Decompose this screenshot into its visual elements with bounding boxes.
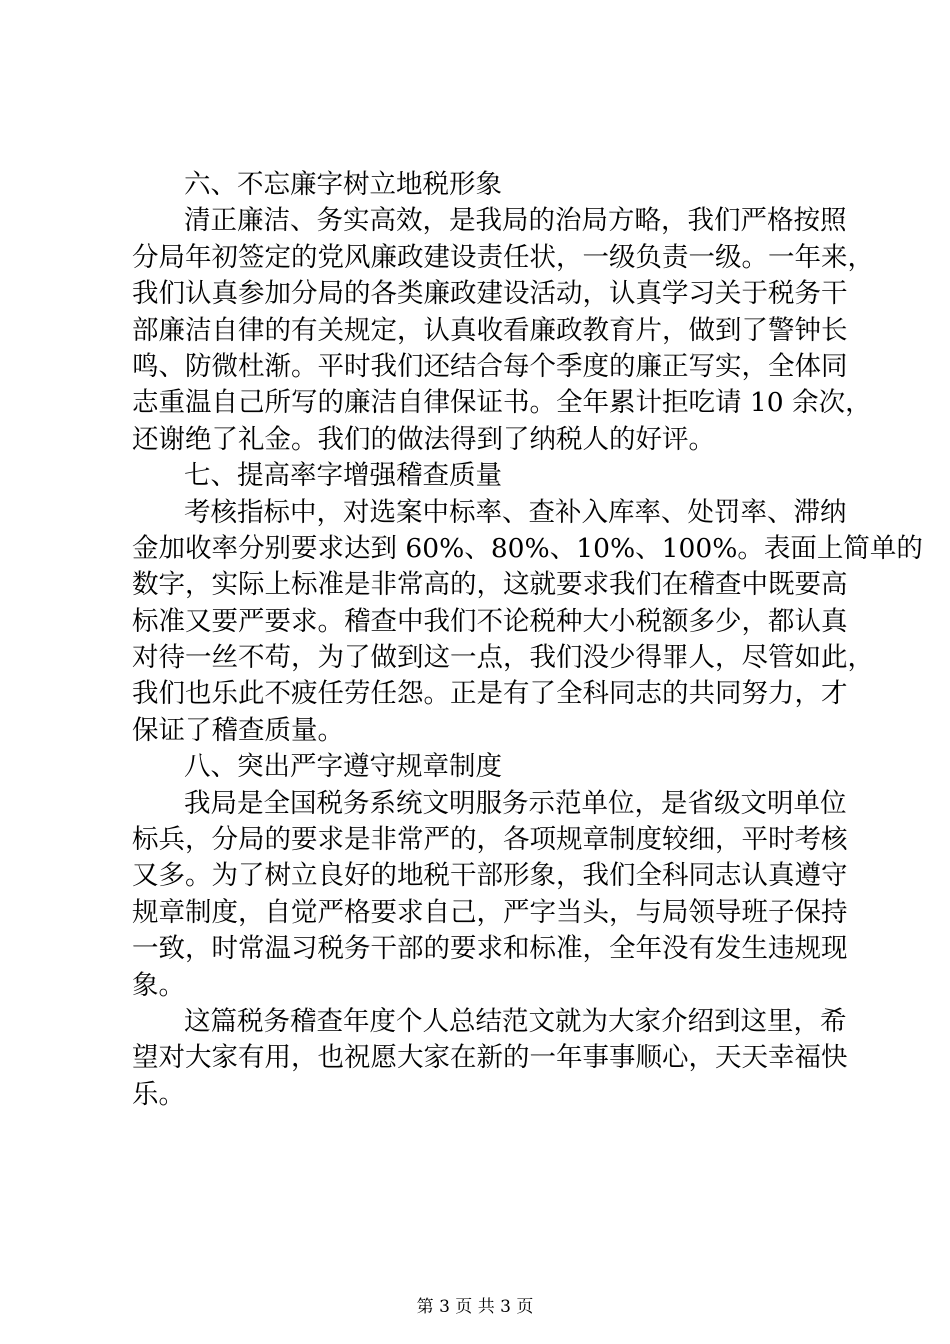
paragraph-line: 我们也乐此不疲任劳任怨。正是有了全科同志的共同努力，才: [132, 678, 848, 710]
page-number-footer: 第 3 页 共 3 页: [416, 1297, 534, 1317]
paragraph-line: 考核指标中，对选案中标率、查补入库率、处罚率、滞纳: [184, 496, 847, 528]
closing-line: 望对大家有用，也祝愿大家在新的一年事事顺心，天天幸福快: [132, 1042, 848, 1074]
paragraph-line: 一致，时常温习税务干部的要求和标准，全年没有发生违规现: [132, 933, 848, 965]
section-heading: 七、提高率字增强稽查质量: [184, 460, 502, 492]
closing-line: 乐。: [132, 1078, 185, 1110]
paragraph-line: 金加收率分别要求达到 60%、80%、10%、100%。表面上简单的: [132, 532, 923, 564]
paragraph-line: 又多。为了树立良好的地税干部形象，我们全科同志认真遵守: [132, 860, 848, 892]
paragraph-line: 我们认真参加分局的各类廉政建设活动，认真学习关于税务干: [132, 278, 848, 310]
closing-line: 这篇税务稽查年度个人总结范文就为大家介绍到这里，希: [184, 1005, 847, 1037]
paragraph-line: 对待一丝不苟，为了做到这一点，我们没少得罪人，尽管如此，: [132, 642, 874, 674]
paragraph-line: 我局是全国税务系统文明服务示范单位，是省级文明单位: [184, 787, 847, 819]
paragraph-line: 分局年初签定的党风廉政建设责任状，一级负责一级。一年来，: [132, 241, 874, 273]
paragraph-line: 象。: [132, 969, 185, 1001]
paragraph-line: 清正廉洁、务实高效，是我局的治局方略，我们严格按照: [184, 205, 847, 237]
paragraph-line: 部廉洁自律的有关规定，认真收看廉政教育片，做到了警钟长: [132, 314, 848, 346]
paragraph-line: 标兵，分局的要求是非常严的，各项规章制度较细，平时考核: [132, 824, 848, 856]
paragraph-line: 还谢绝了礼金。我们的做法得到了纳税人的好评。: [132, 423, 715, 455]
paragraph-line: 数字，实际上标准是非常高的，这就要求我们在稽查中既要高: [132, 569, 848, 601]
document-body: [132, 167, 923, 1113]
paragraph-line: 志重温自己所写的廉洁自律保证书。全年累计拒吃请 10 余次，: [132, 387, 872, 419]
section-heading: 八、突出严字遵守规章制度: [184, 751, 502, 783]
section-heading: 六、不忘廉字树立地税形象: [184, 169, 502, 200]
paragraph-line: 鸣、防微杜渐。平时我们还结合每个季度的廉正写实，全体同: [132, 350, 848, 382]
paragraph-line: 保证了稽查质量。: [132, 714, 344, 746]
paragraph-line: 规章制度，自觉严格要求自己，严字当头，与局领导班子保持: [132, 896, 848, 928]
paragraph-line: 标准又要严要求。稽查中我们不论税种大小税额多少，都认真: [132, 605, 848, 637]
